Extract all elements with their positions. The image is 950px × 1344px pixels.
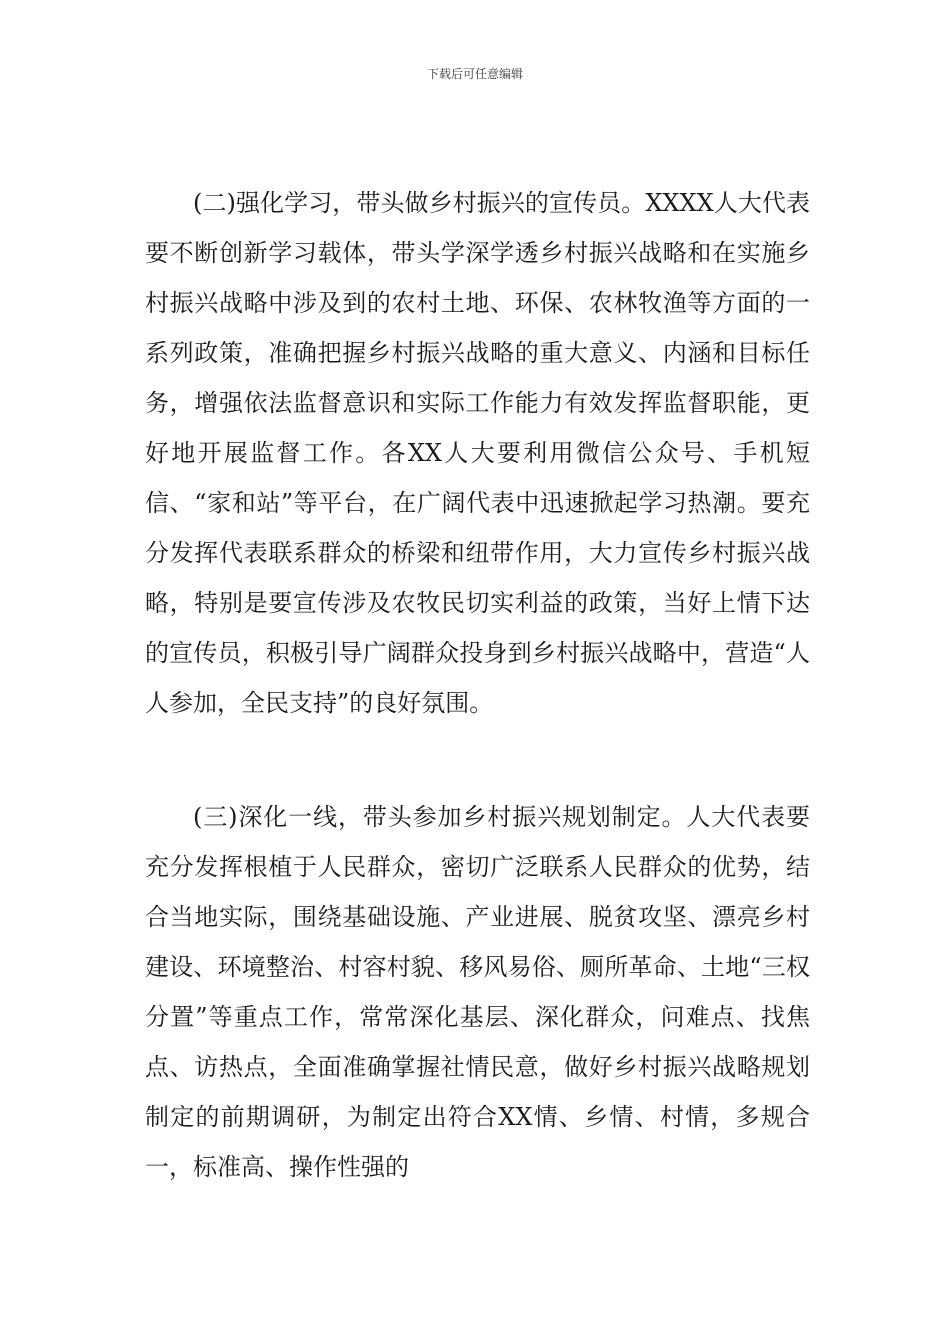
paragraph: (二)强化学习，带头做乡村振兴的宣传员。XXXX人大代表要不断创新学习载体，带头学深学透乡村振兴战略和在实施乡村振兴战略中涉及到的农村土地、环保、农林牧渔等方面的一系列政策，准确把握乡村振兴战略的重大意义、内涵和目标任务，增强依法监督意识和实际工作能力有效发挥监督职能，更好地开展监督工作。各XX人大要利用微信公众号、手机短信、“家和站”等平台，在广阔代表中迅速掀起学习热潮。要充分发挥代表联系群众的桥梁和纽带作用，大力宣传乡村振兴战略，特别是要宣传涉及农牧民切实利益的政策，当好上情下达的宣传员，积极引导广阔群众投身到乡村振兴战略中，营造“人人参加，全民支持”的良好氛围。 [145,189,810,717]
document-body [145,178,810,1192]
paragraph: (三)深化一线，带头参加乡村振兴规划制定。人大代表要充分发挥根植于人民群众，密切广泛联系人民群众的优势，结合当地实际，围绕基础设施、产业进展、脱贫攻坚、漂亮乡村建设、环境整治、村容村貌、移风易俗、厕所革命、土地“三权分置”等重点工作，常常深化基层、深化群众，问难点、找焦点、访热点，全面准确掌握社情民意，做好乡村振兴战略规划制定的前期调研，为制定出符合XX情、乡情、村情，多规合一，标准高、操作性强的 [145,803,810,1181]
page-header: 下载后可任意编辑 [426,67,523,81]
